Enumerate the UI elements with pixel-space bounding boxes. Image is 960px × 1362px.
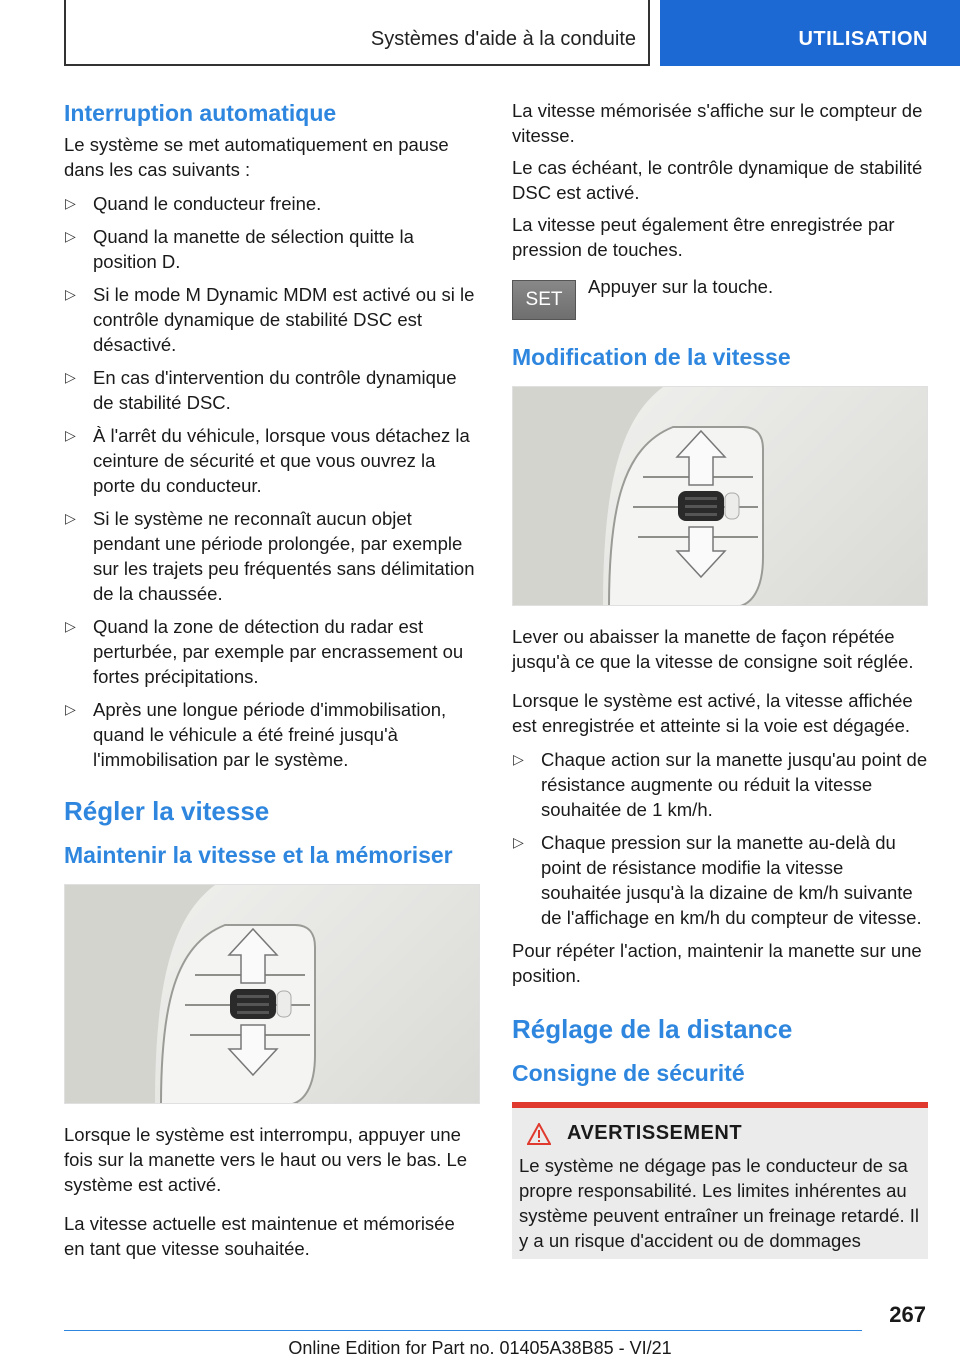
memo-paragraph-1: La vitesse mémorisée s'affiche sur le compteur de vitesse. [512, 100, 923, 146]
chapter-title: UTILISATION [798, 28, 928, 50]
header-chapter-tab[interactable] [660, 0, 960, 66]
list-item: ▷ À l'arrêt du véhicule, lorsque vous détachez la ceinture de sécurité et que vous ouvrez la porte du conducteur. [65, 425, 470, 496]
bullet-triangle-icon: ▷ [65, 369, 76, 385]
list-item: ▷ Si le mode M Dynamic MDM est activé ou si le contrôle dynamique de stabilité DSC est désactivé. [65, 284, 475, 355]
modify-paragraph-1: Lever ou abaisser la manette de façon répétée jusqu'à ce que la vitesse de consigne soit réglée. [512, 626, 914, 672]
bullet-triangle-icon: ▷ [65, 510, 76, 526]
memo-paragraph-3: La vitesse peut également être enregistrée par pression de touches. [512, 214, 895, 260]
list-item: ▷ Quand la zone de détection du radar est perturbée, par exemple par encrassement ou fortes précipitations. [65, 616, 464, 687]
steering-wheel-lever-image-2 [512, 386, 928, 606]
memo-paragraph-2: Le cas échéant, le contrôle dynamique de stabilité DSC est activé. [512, 157, 923, 203]
bullet-triangle-icon: ▷ [65, 286, 76, 302]
keep-speed-paragraph-1: Lorsque le système est interrompu, appuyer une fois sur la manette vers le haut ou vers le bas. Le système est activé. [64, 1124, 468, 1195]
modify-list [512, 747, 928, 930]
steering-lever-illustration [65, 885, 480, 1104]
list-item: ▷ Quand le conducteur freine. [65, 193, 322, 214]
list-item: ▷ Chaque action sur la manette jusqu'au point de résistance augmente ou réduit la vitesse souhaitée de 1 km/h. [513, 749, 928, 820]
warning-header [519, 1122, 921, 1145]
list-item: ▷ Quand la manette de sélection quitte la position D. [65, 226, 414, 272]
bullet-triangle-icon: ▷ [65, 427, 76, 443]
list-item: ▷ Chaque pression sur la manette au-delà du point de résistance modifie la vitesse souhaitée jusqu'à la dizaine de km/h suivante de l'affichage en km/h du compteur de vitesse. [513, 832, 922, 928]
right-column [512, 98, 928, 1259]
header-section-box [64, 0, 650, 66]
footer-divider [64, 1330, 862, 1331]
section-title: Systèmes d'aide à la conduite [370, 28, 636, 50]
bullet-triangle-icon: ▷ [65, 701, 76, 717]
keep-speed-heading: Maintenir la vitesse et la mémoriser [64, 842, 453, 868]
list-item: ▷ Après une longue période d'immobilisation, quand le véhicule a été freiné jusqu'à l'immobilisation par le système. [65, 699, 447, 770]
steering-wheel-lever-image [64, 884, 480, 1104]
bullet-triangle-icon: ▷ [65, 195, 76, 211]
bullet-triangle-icon: ▷ [65, 228, 76, 244]
list-item: ▷ En cas d'intervention du contrôle dynamique de stabilité DSC. [65, 367, 457, 413]
set-button[interactable]: SET [512, 280, 576, 320]
set-speed-heading: Régler la vitesse [64, 796, 270, 826]
left-column [64, 98, 480, 1270]
warning-text: Le système ne dégage pas le conducteur de sa propre responsabilité. Les limites inhérentes au système peuvent entraîner un freinage retardé. Il y a un risque d'accident ou de dommages [519, 1155, 920, 1251]
bullet-triangle-icon: ▷ [513, 834, 524, 850]
auto-interrupt-list [64, 191, 480, 772]
auto-interrupt-heading: Interruption automatique [64, 100, 337, 126]
modify-speed-heading: Modification de la vitesse [512, 344, 791, 370]
footer-edition: Online Edition for Part no. 01405A38B85 - VI/21 [288, 1338, 672, 1358]
bullet-triangle-icon: ▷ [513, 751, 524, 767]
keep-speed-paragraph-2: La vitesse actuelle est maintenue et mémorisée en tant que vitesse souhaitée. [64, 1213, 455, 1259]
set-instruction: Appuyer sur la touche. [588, 276, 774, 297]
bullet-triangle-icon: ▷ [65, 618, 76, 634]
modify-paragraph-2: Lorsque le système est activé, la vitesse affichée est enregistrée et atteinte si la voie est dégagée. [512, 690, 913, 736]
modify-paragraph-3: Pour répéter l'action, maintenir la manette sur une position. [512, 940, 922, 986]
safety-heading: Consigne de sécurité [512, 1060, 745, 1086]
steering-lever-illustration-2 [513, 387, 928, 606]
distance-heading: Réglage de la distance [512, 1014, 793, 1044]
list-item: ▷ Si le système ne reconnaît aucun objet pendant une période prolongée, par exemple sur les trajets peu fréquentés sans délimitation de la chaussée. [65, 508, 475, 604]
warning-triangle-icon [527, 1123, 551, 1145]
set-button-row [512, 274, 928, 336]
warning-box [512, 1102, 928, 1259]
auto-interrupt-intro: Le système se met automatiquement en pause dans les cas suivants : [64, 134, 449, 180]
page-number: 267 [889, 1302, 926, 1327]
warning-title: AVERTISSEMENT [567, 1122, 743, 1144]
